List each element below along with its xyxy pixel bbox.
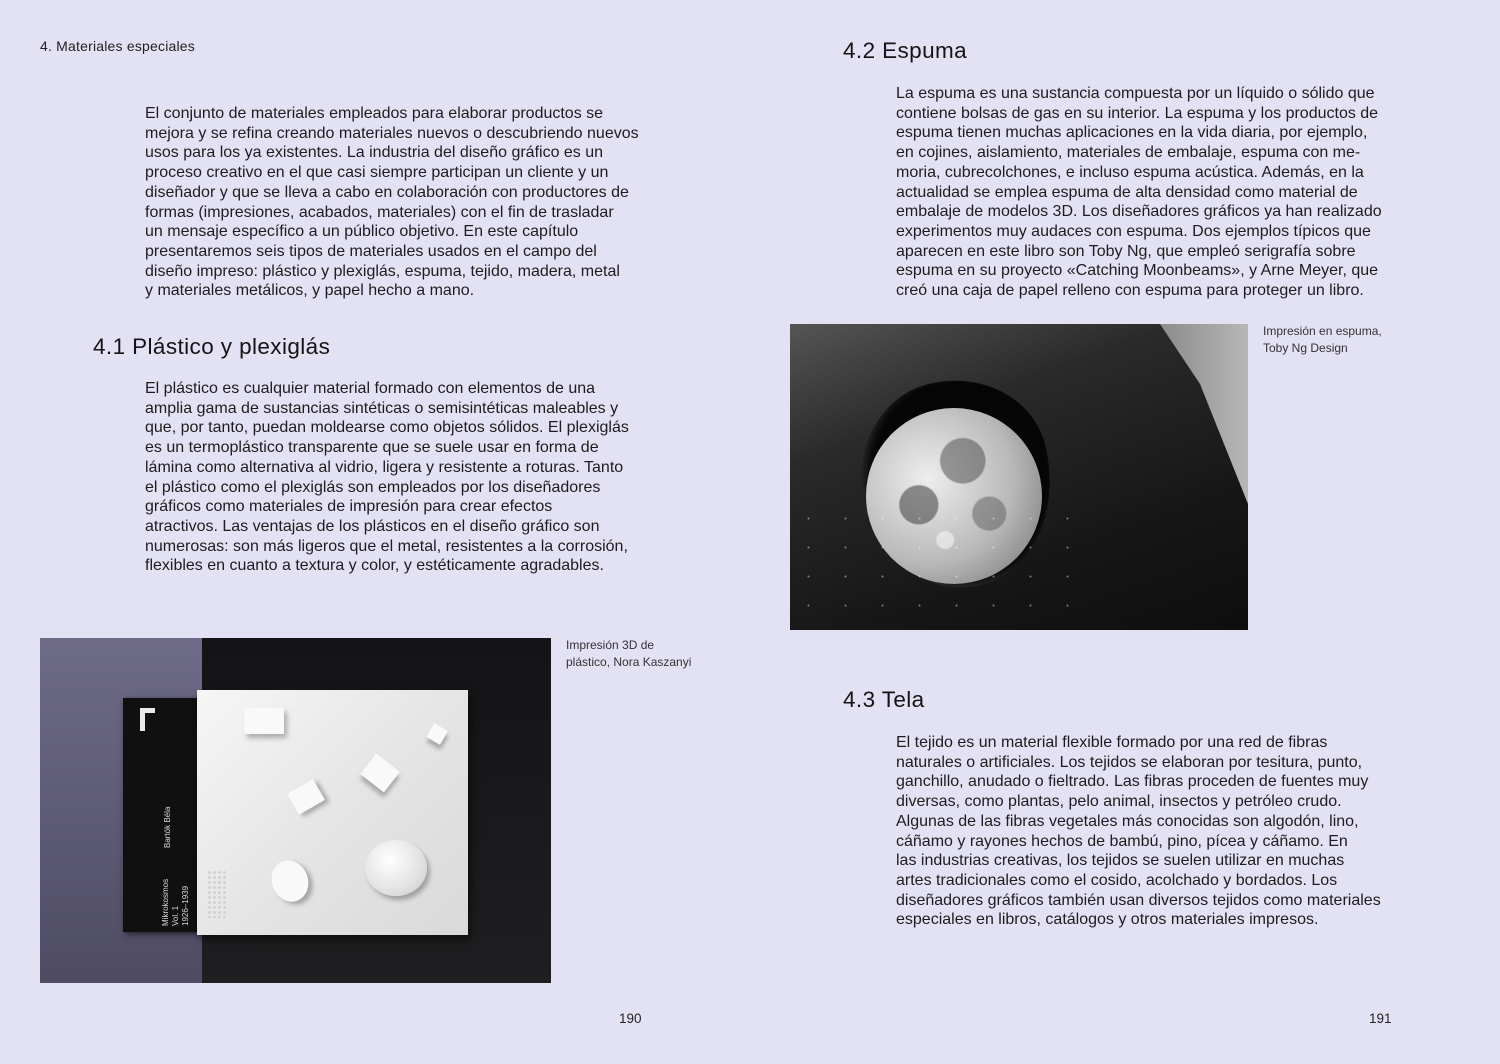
text-line: y materiales metálicos, y papel hecho a mano.	[145, 282, 475, 300]
espuma-paragraph	[896, 84, 1382, 301]
text-line: diseñadores gráficos también usan diversos tejidos como materiales	[896, 891, 1381, 909]
text-line: diversas, como plantas, pelo animal, insectos y petróleo crudo.	[896, 793, 1342, 811]
text-line: artes tradicionales como el cosido, acolchado y bordados. Los	[896, 871, 1338, 889]
text-line: diseño impreso: plástico y plexiglás, espuma, tejido, madera, metal	[145, 262, 620, 280]
book-title: Mikrokosmos	[161, 878, 170, 926]
white-3d-board	[197, 690, 468, 935]
cuboid-shape	[244, 708, 284, 734]
text-line: en cojines, aislamiento, materiales de embalaje, espuma con me-	[896, 144, 1361, 162]
text-line: un mensaje específico a un público objetivo. En este capítulo	[145, 223, 579, 241]
plastico-paragraph	[145, 379, 629, 576]
caption-line: Toby Ng Design	[1263, 340, 1348, 355]
text-line: Algunas de las fibras vegetales más conocidas son algodón, lino,	[896, 812, 1359, 830]
caption-line: Impresión en espuma,	[1263, 324, 1382, 338]
text-line: atractivos. Las ventajas de los plásticos en el diseño gráfico son	[145, 517, 600, 535]
text-line: El tejido es un material flexible formado por una red de fibras	[896, 734, 1328, 751]
text-line: gráficos como materiales de impresión para crear efectos	[145, 498, 553, 516]
text-line: embalaje de modelos 3D. Los diseñadores gráficos ya han realizado	[896, 203, 1382, 221]
text-line: creó una caja de papel relleno con espuma para proteger un libro.	[896, 282, 1364, 300]
text-line: lámina como alternativa al vidrio, ligera y resistente a roturas. Tanto	[145, 458, 624, 476]
intro-paragraph	[145, 104, 639, 301]
text-line: cáñamo y rayones hechos de bambú, pino, pícea y cáñamo. En	[896, 832, 1348, 850]
plastic-3d-print-photo	[40, 638, 551, 983]
ellipsoid-shape	[266, 855, 314, 907]
star-specks	[790, 504, 1090, 630]
text-line: espuma en su proyecto «Catching Moonbeams», y Arne Meyer, que	[896, 262, 1379, 280]
text-line: diseñador y que se lleva a cabo en colaboración con productores de	[145, 183, 629, 201]
section-heading-plastico: 4.1 Plástico y plexiglás	[93, 334, 331, 359]
text-line: las industrias creativas, los tejidos se suelen utilizar en muchas	[896, 852, 1345, 870]
text-line: aparecen en este libro son Toby Ng, que empleó serigrafía sobre	[896, 242, 1356, 260]
book-author: Bartók Béla	[163, 806, 172, 848]
text-line: formas (impresiones, acabados, materiales) con el fin de trasladar	[145, 203, 614, 221]
text-line: proceso creativo en el que casi siempre participan un cliente y un	[145, 164, 609, 182]
book-years: 1926–1939	[181, 885, 190, 926]
photo-caption	[1263, 323, 1382, 356]
text-line: presentaremos seis tipos de materiales usados en el campo del	[145, 242, 597, 260]
text-line: amplia gama de sustancias sintéticas o semisintéticas maleables y	[145, 399, 619, 417]
text-line: contiene bolsas de gas en su interior. La espuma y los productos de	[896, 104, 1379, 122]
text-line: que, por tanto, puedan moldearse como objetos sólidos. El plexiglás	[145, 419, 629, 437]
book-volume: Vol. 1	[171, 905, 180, 926]
page-number: 190	[619, 1011, 642, 1026]
cube-shape	[287, 779, 325, 815]
text-line: especiales en libros, catálogos y otros materiales impresos.	[896, 911, 1319, 929]
text-line: es un termoplástico transparente que se suele usar en forma de	[145, 439, 599, 457]
text-line: experimentos muy audaces con espuma. Dos ejemplos típicos que	[896, 222, 1371, 240]
text-line: flexibles en cuanto a textura y color, y estéticamente agradables.	[145, 557, 604, 575]
text-line: espuma tienen muchas aplicaciones en la vida diaria, por ejemplo,	[896, 124, 1368, 142]
caption-line: plástico, Nora Kaszanyi	[566, 654, 692, 669]
text-line: mejora y se refina creando materiales nuevos o descubriendo nuevos	[145, 124, 639, 142]
text-line: moria, cubrecolchones, e incluso espuma acústica. Además, en la	[896, 163, 1364, 181]
photo-caption	[566, 637, 691, 670]
text-line: usos para los ya existentes. La industria del diseño gráfico es un	[145, 144, 604, 162]
tilted-cube-shape	[360, 754, 400, 793]
text-line: actualidad se emplea espuma de alta densidad como material de	[896, 183, 1358, 201]
caption-line: Impresión 3D de	[566, 638, 655, 652]
dome-shape	[365, 840, 427, 896]
foam-moon-photo	[790, 324, 1248, 630]
tela-paragraph	[896, 733, 1381, 930]
text-line: el plástico como el plexiglás son empleados por los diseñadores	[145, 478, 601, 496]
text-line: ganchillo, anudado o fieltrado. Las fibras proceden de fuentes muy	[896, 773, 1369, 791]
book-cover	[123, 698, 201, 932]
numeral-one-icon	[140, 708, 155, 731]
section-heading-espuma: 4.2 Espuma	[843, 38, 968, 63]
text-line: numerosas: son más ligeros que el metal, resistentes a la corrosión,	[145, 537, 628, 555]
braille-dots	[207, 870, 227, 918]
text-line: La espuma es una sustancia compuesta por un líquido o sólido que	[896, 85, 1375, 102]
text-line: naturales o artificiales. Los tejidos se elaboran por tesitura, punto,	[896, 753, 1363, 771]
page-number: 191	[1369, 1011, 1392, 1026]
running-head: 4. Materiales especiales	[40, 38, 195, 54]
text-line: El plástico es cualquier material formado con elementos de una	[145, 380, 596, 397]
section-heading-tela: 4.3 Tela	[843, 687, 925, 712]
small-cube-shape	[426, 723, 448, 745]
text-line: El conjunto de materiales empleados para elaborar productos se	[145, 105, 604, 122]
